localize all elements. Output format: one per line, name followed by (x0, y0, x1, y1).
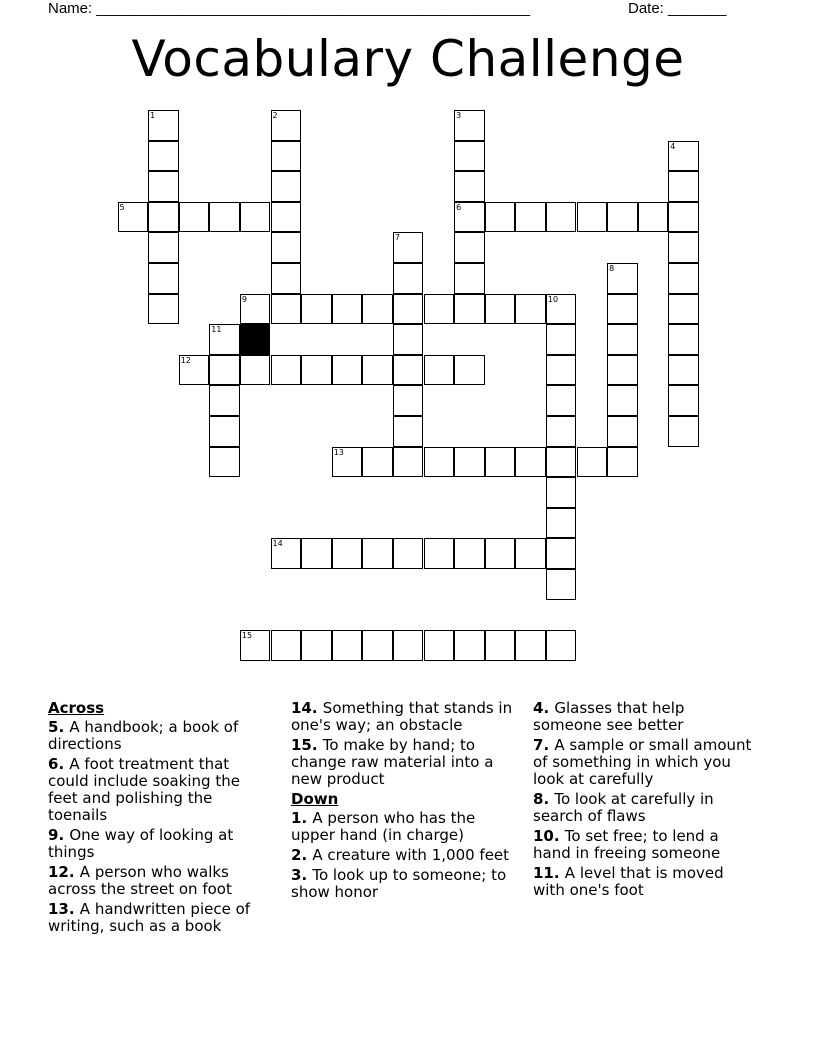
clue-column-1 (48, 700, 263, 938)
clue-item: 3. To look up to someone; to show honor (291, 866, 507, 901)
crossword-cell[interactable] (332, 447, 363, 478)
crossword-cell[interactable] (638, 202, 669, 233)
crossword-cell[interactable] (424, 538, 455, 569)
crossword-cell[interactable] (301, 355, 332, 386)
cell-number: 8 (609, 264, 615, 273)
clue-number: 5 (48, 718, 59, 736)
crossword-cell[interactable] (515, 294, 546, 325)
crossword-cell[interactable] (546, 630, 577, 661)
clue-item: 15. To make by hand; to change raw material into a new product (291, 736, 494, 788)
crossword-cell[interactable] (393, 630, 424, 661)
crossword-cell[interactable] (393, 263, 424, 294)
crossword-cell[interactable] (362, 294, 393, 325)
clue-item: 7. A sample or small amount of something in which you look at carefully (533, 736, 752, 788)
crossword-cell[interactable] (424, 355, 455, 386)
crossword-cell[interactable] (148, 232, 179, 263)
clue-text: A person who has the upper hand (in charge) (291, 809, 476, 844)
crossword-cell[interactable] (393, 232, 424, 263)
clue-number: 9 (48, 826, 59, 844)
clue-text: Glasses that help someone see better (533, 699, 685, 734)
crossword-cell[interactable] (271, 538, 302, 569)
clue-item: 14. Something that stands in one's way; an obstacle (291, 699, 513, 734)
clue-text: A foot treatment that could include soaking the feet and polishing the toenails (48, 755, 240, 824)
crossword-cell[interactable] (485, 447, 516, 478)
crossword-cell[interactable] (454, 202, 485, 233)
crossword-cell[interactable] (668, 294, 699, 325)
crossword-cell[interactable] (209, 385, 240, 416)
clue-number: 10 (533, 827, 554, 845)
crossword-cell[interactable] (209, 202, 240, 233)
crossword-cell[interactable] (546, 569, 577, 600)
clue-number: 7 (533, 736, 544, 754)
crossword-cell[interactable] (454, 141, 485, 172)
clue-text: A level that is moved with one's foot (533, 864, 724, 899)
crossword-cell[interactable] (607, 202, 638, 233)
cell-number: 1 (150, 111, 156, 120)
clue-number: 8 (533, 790, 544, 808)
clue-number: 3 (291, 866, 302, 884)
crossword-cell[interactable] (546, 538, 577, 569)
clue-item: 1. A person who has the upper hand (in charge) (291, 809, 476, 844)
cell-number: 5 (119, 202, 125, 212)
clue-text: Something that stands in one's way; an obstacle (291, 699, 513, 734)
crossword-cell[interactable] (454, 630, 485, 661)
crossword-cell[interactable] (515, 447, 546, 478)
clue-column-2 (291, 700, 513, 904)
cell-number: 13 (333, 447, 344, 457)
crossword-cell[interactable] (668, 324, 699, 355)
clue-number: 12 (48, 863, 69, 881)
black-cell (240, 324, 271, 355)
crossword-cell[interactable] (485, 202, 516, 233)
crossword-cell[interactable] (454, 232, 485, 263)
crossword-cell[interactable] (668, 202, 699, 233)
clue-text: A creature with 1,000 feet (312, 846, 510, 864)
cell-number: 3 (456, 111, 462, 120)
crossword-cell[interactable] (118, 202, 149, 233)
clue-text: To look up to someone; to show honor (291, 866, 507, 901)
crossword-cell[interactable] (301, 294, 332, 325)
clue-text: To look at carefully in search of flaws (533, 790, 714, 825)
crossword-cell[interactable] (393, 385, 424, 416)
crossword-cell[interactable] (515, 630, 546, 661)
clue-text: A person who walks across the street on foot (48, 863, 232, 898)
cell-number: 12 (180, 355, 191, 365)
crossword-cell[interactable] (454, 447, 485, 478)
crossword-cell[interactable] (393, 355, 424, 386)
crossword-cell[interactable] (393, 447, 424, 478)
crossword-cell[interactable] (546, 447, 577, 478)
crossword-cell[interactable] (240, 630, 271, 661)
cell-number: 15 (241, 631, 253, 641)
crossword-cell[interactable] (271, 171, 302, 202)
crossword-cell[interactable] (485, 294, 516, 325)
crossword-cell[interactable] (607, 324, 638, 355)
clue-text: To set free; to lend a hand in freeing someone (533, 827, 721, 862)
crossword-cell[interactable] (607, 385, 638, 416)
crossword-cell[interactable] (546, 355, 577, 386)
crossword-cell[interactable] (271, 141, 302, 172)
crossword-cell[interactable] (393, 324, 424, 355)
crossword-cell[interactable] (179, 202, 210, 233)
crossword-cell[interactable] (271, 630, 302, 661)
crossword-cell[interactable] (577, 202, 608, 233)
cell-number: 6 (456, 202, 462, 212)
clue-number: 13 (48, 900, 69, 918)
crossword-cell[interactable] (546, 294, 577, 325)
cell-number: 4 (670, 141, 676, 151)
crossword-cell[interactable] (332, 355, 363, 386)
crossword-cell[interactable] (148, 141, 179, 172)
crossword-cell[interactable] (546, 416, 577, 447)
crossword-cell[interactable] (668, 385, 699, 416)
clue-number: 15 (291, 736, 312, 754)
crossword-cell[interactable] (546, 202, 577, 233)
cell-number: 11 (211, 325, 222, 335)
crossword-cell[interactable] (454, 110, 485, 141)
clue-item: 10. To set free; to lend a hand in freeing someone (533, 827, 721, 862)
cell-number: 10 (547, 294, 559, 304)
crossword-cell[interactable] (393, 416, 424, 447)
clue-section-heading: Across (48, 699, 105, 717)
cell-number: 2 (272, 111, 278, 120)
clue-item: 9. One way of looking at things (48, 826, 234, 861)
clue-number: 2 (291, 846, 302, 864)
crossword-cell[interactable] (454, 263, 485, 294)
crossword-cell[interactable] (271, 263, 302, 294)
cell-number: 9 (241, 294, 247, 304)
clue-item: 5. A handbook; a book of directions (48, 718, 239, 753)
clue-text: To make by hand; to change raw material into a new product (291, 736, 494, 788)
crossword-cell[interactable] (454, 171, 485, 202)
crossword-cell[interactable] (424, 294, 455, 325)
crossword-cell[interactable] (668, 141, 699, 172)
crossword-cell[interactable] (209, 324, 240, 355)
crossword-cell[interactable] (393, 294, 424, 325)
crossword-cell[interactable] (668, 416, 699, 447)
crossword-cell[interactable] (362, 447, 393, 478)
crossword-cell[interactable] (546, 508, 577, 539)
clue-item: 13. A handwritten piece of writing, such as a book (48, 900, 251, 935)
crossword-cell[interactable] (271, 110, 302, 141)
crossword-cell[interactable] (148, 263, 179, 294)
crossword-cell[interactable] (454, 355, 485, 386)
cell-number: 14 (272, 539, 283, 549)
crossword-cell[interactable] (332, 630, 363, 661)
crossword-cell[interactable] (607, 294, 638, 325)
crossword-cell[interactable] (668, 232, 699, 263)
crossword-cell[interactable] (301, 630, 332, 661)
clue-number: 4 (533, 699, 544, 717)
clue-text: A handbook; a book of directions (48, 718, 239, 753)
crossword-cell[interactable] (485, 630, 516, 661)
clue-item: 6. A foot treatment that could include soaking the feet and polishing the toenails (48, 755, 240, 824)
crossword-cell[interactable] (209, 355, 240, 386)
name-line[interactable]: Name: ____________________________________________________ (48, 0, 531, 17)
crossword-cell[interactable] (515, 538, 546, 569)
crossword-cell[interactable] (271, 355, 302, 386)
crossword-cell[interactable] (515, 202, 546, 233)
crossword-cell[interactable] (240, 202, 271, 233)
crossword-cell[interactable] (485, 538, 516, 569)
crossword-cell[interactable] (668, 171, 699, 202)
page-title: Vocabulary Challenge (131, 30, 685, 88)
crossword-cell[interactable] (393, 538, 424, 569)
crossword-cell[interactable] (607, 263, 638, 294)
clue-item: 12. A person who walks across the street on foot (48, 863, 232, 898)
crossword-cell[interactable] (240, 355, 271, 386)
clue-column-3 (533, 700, 755, 902)
clue-item: 11. A level that is moved with one's foot (533, 864, 724, 899)
crossword-cell[interactable] (607, 416, 638, 447)
crossword-cell[interactable] (362, 355, 393, 386)
crossword-cell[interactable] (148, 294, 179, 325)
crossword-cell[interactable] (546, 477, 577, 508)
crossword-cell[interactable] (271, 294, 302, 325)
crossword-cell[interactable] (424, 630, 455, 661)
crossword-cell[interactable] (424, 447, 455, 478)
cell-number: 7 (394, 233, 400, 243)
crossword-cell[interactable] (546, 385, 577, 416)
crossword-cell[interactable] (271, 202, 302, 233)
crossword-cell[interactable] (607, 355, 638, 386)
crossword-cell[interactable] (209, 416, 240, 447)
crossword-cell[interactable] (668, 263, 699, 294)
crossword-cell[interactable] (362, 538, 393, 569)
clue-item: 8. To look at carefully in search of flaws (533, 790, 714, 825)
crossword-cell[interactable] (148, 110, 179, 141)
clue-text: A sample or small amount of something in which you look at carefully (533, 736, 752, 788)
crossword-cell[interactable] (362, 630, 393, 661)
crossword-cell[interactable] (179, 355, 210, 386)
crossword-cell[interactable] (454, 538, 485, 569)
clue-item: 2. A creature with 1,000 feet (291, 846, 510, 864)
date-line[interactable]: Date: _______ (628, 0, 727, 17)
clue-number: 11 (533, 864, 554, 882)
clue-number: 14 (291, 699, 312, 717)
crossword-cell[interactable] (607, 447, 638, 478)
crossword-cell[interactable] (454, 294, 485, 325)
crossword-cell[interactable] (209, 447, 240, 478)
clue-text: One way of looking at things (48, 826, 234, 861)
clue-number: 6 (48, 755, 59, 773)
clue-section-heading: Down (291, 790, 339, 808)
crossword-cell[interactable] (332, 538, 363, 569)
crossword-cell[interactable] (148, 171, 179, 202)
crossword-cell[interactable] (148, 202, 179, 233)
crossword-cell[interactable] (546, 324, 577, 355)
clue-number: 1 (291, 809, 302, 827)
crossword-cell[interactable] (301, 538, 332, 569)
crossword-cell[interactable] (577, 447, 608, 478)
clue-item: 4. Glasses that help someone see better (533, 699, 685, 734)
crossword-cell[interactable] (332, 294, 363, 325)
clue-text: A handwritten piece of writing, such as a book (48, 900, 251, 935)
crossword-cell[interactable] (271, 232, 302, 263)
crossword-cell[interactable] (668, 355, 699, 386)
crossword-cell[interactable] (240, 294, 271, 325)
